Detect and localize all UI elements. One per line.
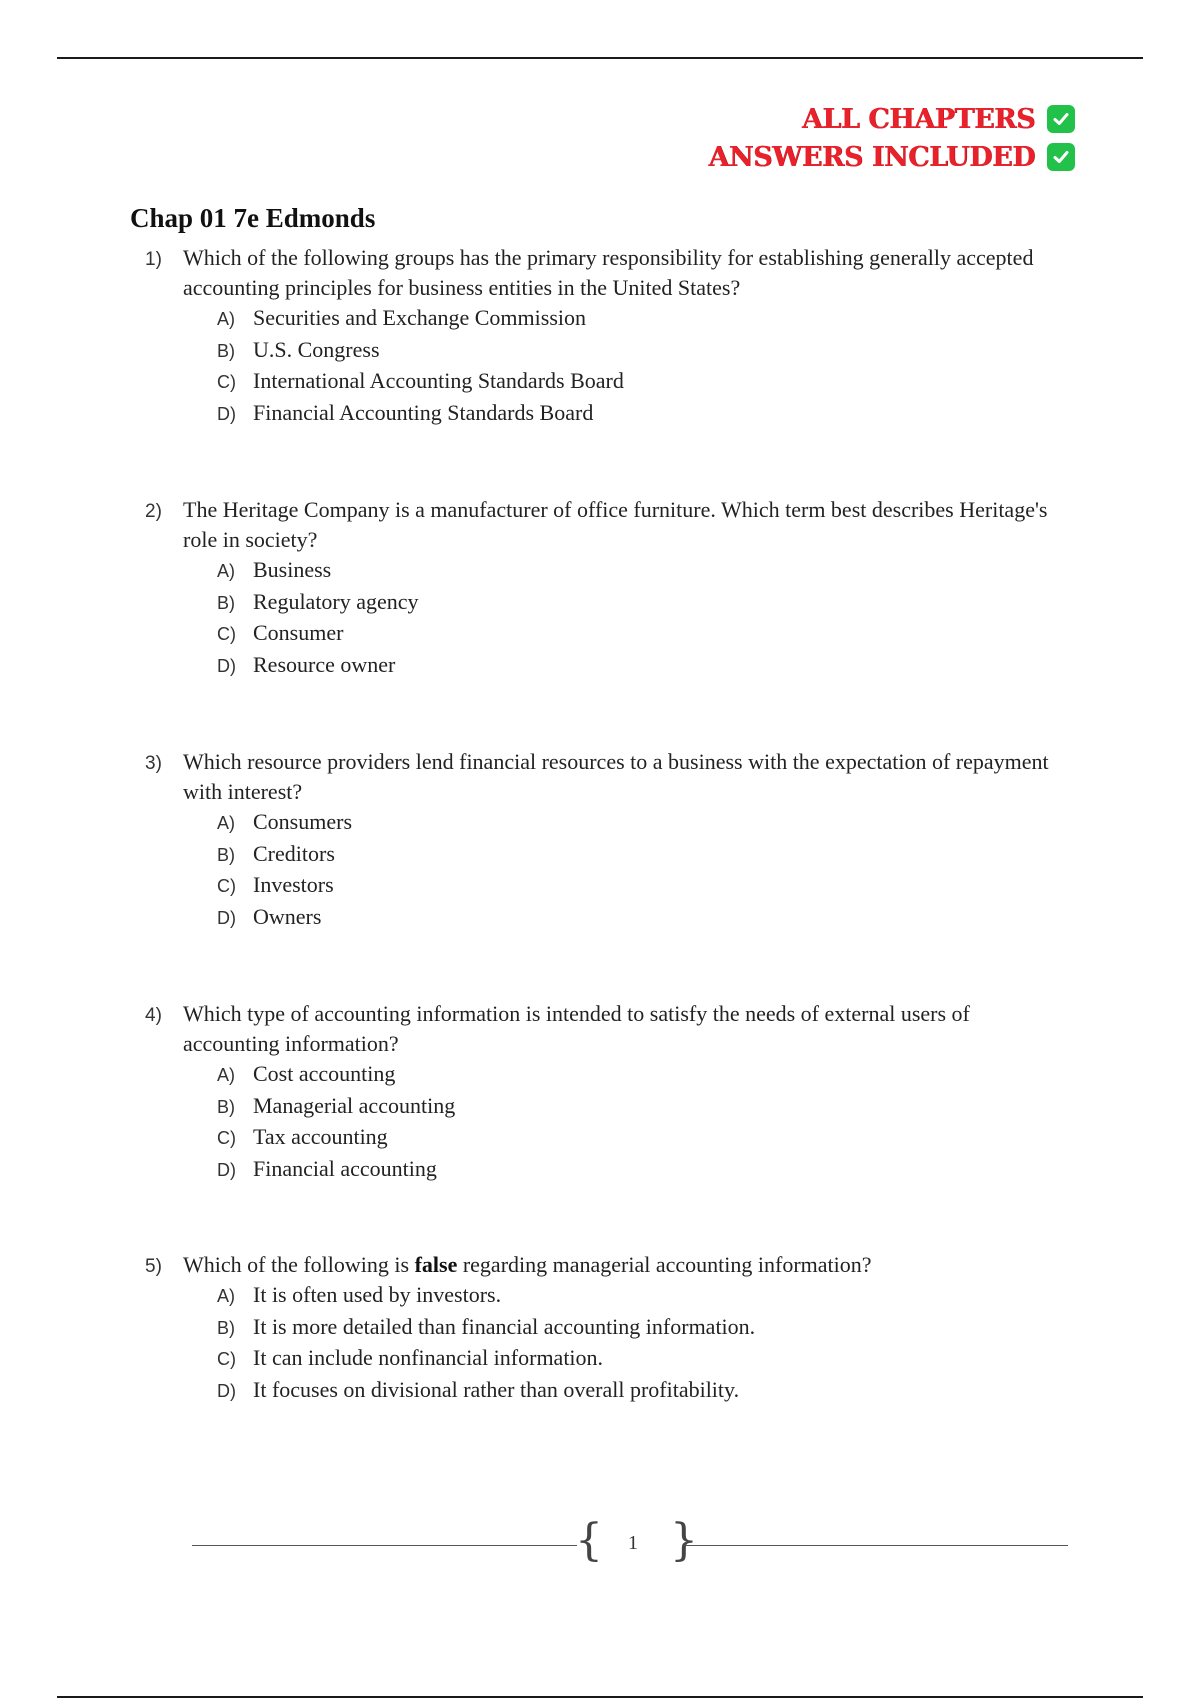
answer-option <box>217 368 1065 400</box>
question-text-emphasis: false <box>414 1252 458 1277</box>
check-box-icon <box>1047 105 1075 133</box>
answer-option <box>217 841 1065 873</box>
bottom-rule <box>57 1696 1143 1698</box>
question-text <box>183 1250 872 1280</box>
option-text: Investors <box>253 872 334 897</box>
promo-line-1 <box>708 100 1075 138</box>
option-letter: C) <box>217 876 236 896</box>
option-letter: A) <box>217 309 235 329</box>
option-text: Managerial accounting <box>253 1092 456 1118</box>
option-letter: A) <box>217 561 235 581</box>
right-brace-icon: } <box>670 1515 698 1566</box>
top-rule <box>57 57 1143 59</box>
option-text: Securities and Exchange Commission <box>253 305 586 330</box>
question-text-before: Which of the following is <box>183 1252 415 1277</box>
footer-rule-right <box>684 1545 1068 1546</box>
option-text: It is more detailed than financial accounting information. <box>253 1313 756 1339</box>
option-text: It focuses on divisional rather than overall profitability. <box>253 1376 740 1402</box>
answer-option <box>217 1282 1065 1314</box>
option-letter: A) <box>217 813 235 833</box>
option-letter: C) <box>217 1128 236 1148</box>
answer-option <box>217 400 1065 432</box>
question-number: 1) <box>145 249 162 270</box>
check-box-icon <box>1047 143 1075 171</box>
option-text: Financial accounting <box>253 1155 437 1181</box>
option-letter: C) <box>217 372 236 392</box>
promo-banner <box>708 100 1075 176</box>
question-number: 2) <box>145 501 162 522</box>
option-letter: B) <box>217 1096 235 1117</box>
option-text: Cost accounting <box>253 1061 396 1086</box>
question-text: The Heritage Company is a manufacturer of office furniture. Which term best describes Heritage's role in society? <box>183 497 1048 552</box>
question-number: 4) <box>145 1005 162 1026</box>
option-text: Regulatory agency <box>253 588 419 614</box>
question-5 <box>145 1250 1065 1408</box>
option-letter: D) <box>217 1159 236 1180</box>
answer-options <box>217 1061 1065 1187</box>
document-title: Chap 01 7e Edmonds <box>130 203 376 233</box>
answer-option <box>217 904 1065 936</box>
option-text: International Accounting Standards Board <box>253 368 624 393</box>
answer-options <box>217 305 1065 431</box>
option-letter: B) <box>217 340 235 361</box>
option-letter: C) <box>217 624 236 644</box>
option-text: Resource owner <box>253 651 396 677</box>
answer-option <box>217 1377 1065 1409</box>
option-letter: B) <box>217 1317 235 1338</box>
question-text: Which resource providers lend financial resources to a business with the expectation of repayment with interest? <box>183 749 1049 804</box>
footer-rule-left <box>192 1545 577 1546</box>
answer-option <box>217 337 1065 369</box>
question-text: Which of the following groups has the primary responsibility for establishing generally accepted accounting principles for business entities in the United States? <box>183 245 1034 300</box>
promo-text-answers-included: ANSWERS INCLUDED <box>708 141 1035 173</box>
left-brace-icon: { <box>575 1515 603 1566</box>
option-text: Consumers <box>253 809 352 834</box>
question-3 <box>145 747 1065 935</box>
option-letter: D) <box>217 1380 236 1401</box>
answer-options <box>217 557 1065 683</box>
option-text: It is often used by investors. <box>253 1282 502 1307</box>
option-letter: B) <box>217 592 235 613</box>
option-letter: D) <box>217 655 236 676</box>
option-letter: A) <box>217 1286 235 1306</box>
question-number: 5) <box>145 1256 162 1277</box>
answer-option <box>217 652 1065 684</box>
option-letter: C) <box>217 1349 236 1369</box>
option-letter: D) <box>217 403 236 424</box>
answer-option <box>217 1124 1065 1156</box>
question-number: 3) <box>145 753 162 774</box>
question-text: Which type of accounting information is intended to satisfy the needs of external users of accounting information? <box>183 1001 970 1056</box>
answer-option <box>217 305 1065 337</box>
option-text: Tax accounting <box>253 1124 388 1149</box>
answer-option <box>217 1093 1065 1125</box>
question-text-after: regarding managerial accounting information? <box>457 1252 872 1277</box>
page-footer <box>192 1515 1068 1566</box>
question-2 <box>145 495 1065 683</box>
option-letter: D) <box>217 907 236 928</box>
option-text: Business <box>253 557 332 582</box>
answer-options <box>217 809 1065 935</box>
promo-line-2 <box>708 138 1075 176</box>
answer-option <box>217 589 1065 621</box>
answer-option <box>217 1314 1065 1346</box>
promo-text-all-chapters: ALL CHAPTERS <box>801 103 1035 135</box>
question-4 <box>145 999 1065 1187</box>
answer-option <box>217 1345 1065 1377</box>
option-text: It can include nonfinancial information. <box>253 1345 604 1370</box>
page-number: 1 <box>628 1532 638 1554</box>
option-letter: B) <box>217 844 235 865</box>
option-text: Creditors <box>253 840 335 866</box>
option-letter: A) <box>217 1065 235 1085</box>
option-text: Owners <box>253 903 322 929</box>
answer-option <box>217 1156 1065 1188</box>
answer-option <box>217 620 1065 652</box>
option-text: U.S. Congress <box>253 336 380 362</box>
answer-option <box>217 809 1065 841</box>
answer-option <box>217 872 1065 904</box>
option-text: Financial Accounting Standards Board <box>253 399 594 425</box>
question-1 <box>145 243 1065 431</box>
answer-option <box>217 557 1065 589</box>
option-text: Consumer <box>253 620 344 645</box>
answer-options <box>217 1282 1065 1408</box>
answer-option <box>217 1061 1065 1093</box>
